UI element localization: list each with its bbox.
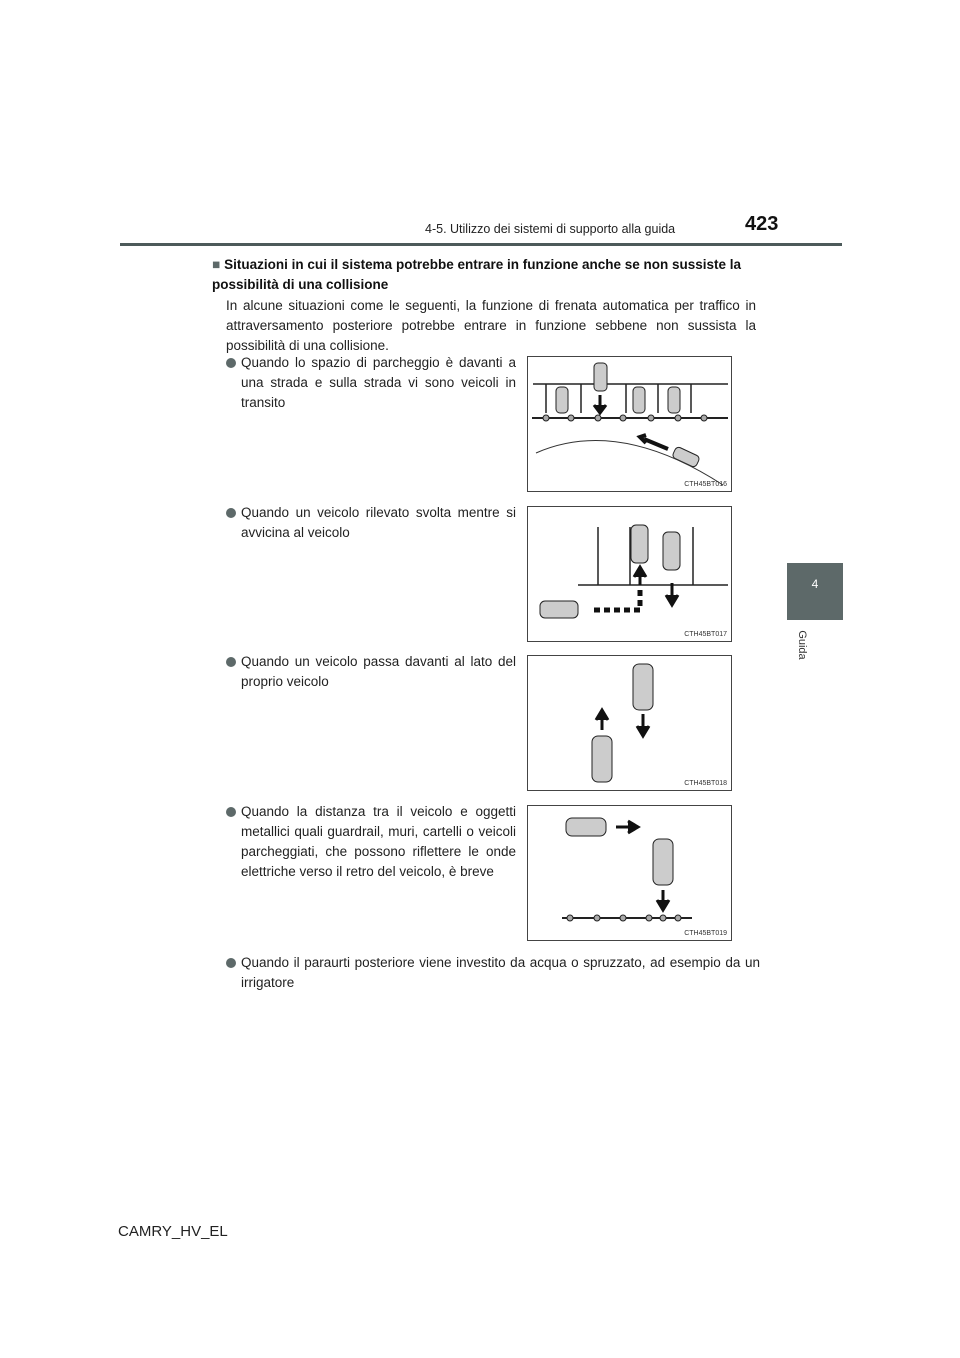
figure-metal-objects — [527, 805, 732, 941]
list-item — [226, 652, 516, 692]
header-rule — [120, 243, 842, 246]
figure-code: CTH45BT017 — [684, 631, 727, 638]
heading-text: Situazioni in cui il sistema potrebbe entrare in funzione anche se non sussiste la possibilità di una collisione — [212, 257, 742, 292]
square-bullet-icon: ■ — [212, 257, 221, 272]
bullet-icon — [226, 958, 236, 968]
figure-turning-vehicle — [527, 506, 732, 642]
list-item-text: Quando il paraurti posteriore viene investito da acqua o spruzzato, ad esempio da un irrigatore — [241, 955, 760, 990]
list-item-text: Quando un veicolo passa davanti al lato del proprio veicolo — [241, 654, 516, 689]
figure-passing-vehicle — [527, 655, 732, 791]
section-title: 4-5. Utilizzo dei sistemi di supporto alla guida — [425, 222, 676, 236]
metal-objects-illustration — [528, 806, 731, 940]
intro-paragraph: In alcune situazioni come le seguenti, la funzione di frenata automatica per traffico in attraversamento posteriore potrebbe entrare in funzione sebbene non sussista la possibilità di una collisione. — [226, 298, 756, 353]
section-heading — [212, 255, 757, 295]
passing-vehicle-illustration — [528, 656, 731, 790]
figure-code: CTH45BT019 — [684, 930, 727, 937]
list-item-text: Quando lo spazio di parcheggio è davanti a una strada e sulla strada vi sono veicoli in transito — [241, 355, 516, 410]
page-number: 423 — [745, 213, 779, 235]
bullet-icon — [226, 508, 236, 518]
turning-vehicle-illustration — [528, 507, 731, 641]
figure-code: CTH45BT018 — [684, 780, 727, 787]
figure-code: CTH45BT016 — [684, 481, 727, 488]
chapter-tab[interactable]: 4 — [787, 563, 843, 620]
figure-parking-road — [527, 356, 732, 492]
list-item-text: Quando la distanza tra il veicolo e oggetti metallici quali guardrail, muri, cartelli o veicoli parcheggiati, che possono riflettere le onde elettriche verso il retro del veicolo, è breve — [241, 804, 516, 879]
list-item — [226, 353, 516, 413]
list-item — [226, 953, 760, 993]
list-item — [226, 503, 516, 543]
parking-road-illustration — [528, 357, 731, 491]
list-item — [226, 802, 516, 882]
chapter-label: Guida — [796, 630, 808, 660]
footer-doc-code: CAMRY_HV_EL — [118, 1223, 228, 1240]
list-item-text: Quando un veicolo rilevato svolta mentre si avvicina al veicolo — [241, 505, 516, 540]
bullet-icon — [226, 358, 236, 368]
bullet-icon — [226, 657, 236, 667]
bullet-icon — [226, 807, 236, 817]
